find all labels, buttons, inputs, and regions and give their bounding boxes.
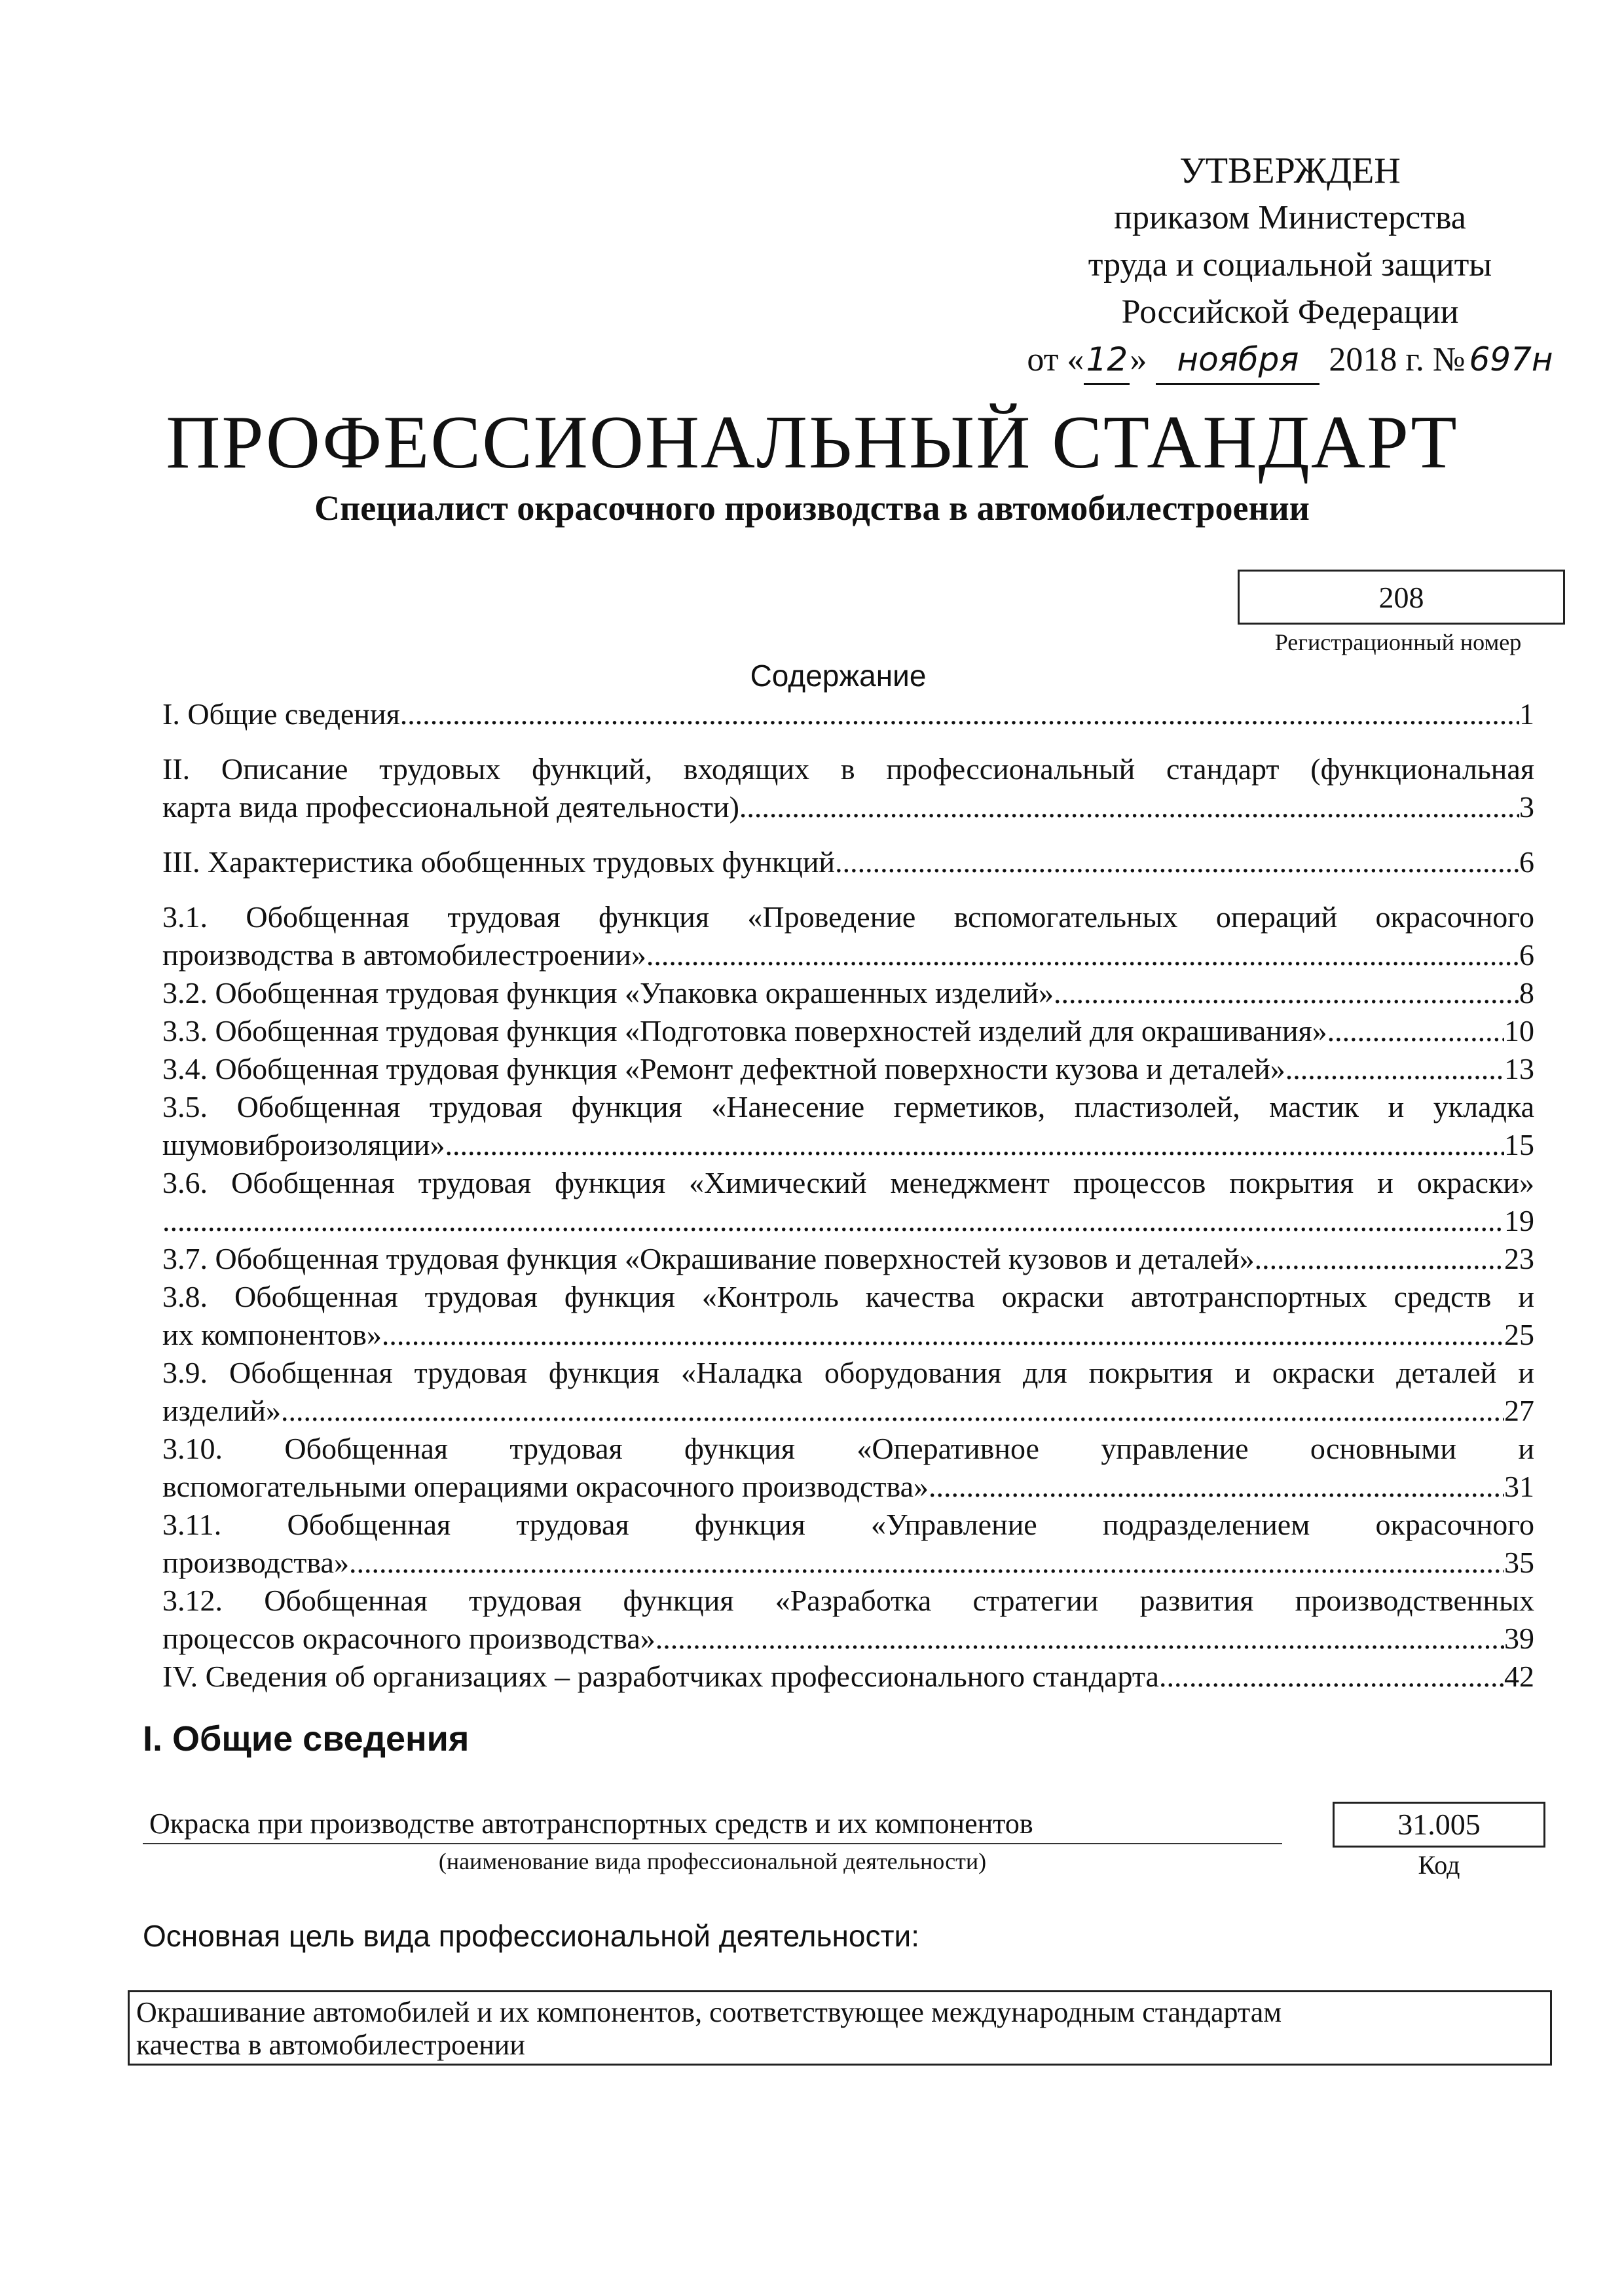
toc-leader bbox=[646, 936, 1519, 974]
goal-text-line-2: качества в автомобилестроении bbox=[136, 2029, 525, 2061]
toc-entry-3-4[interactable] bbox=[162, 1050, 1534, 1088]
toc-page: 3 bbox=[1519, 790, 1534, 824]
table-of-contents bbox=[162, 695, 1534, 1696]
toc-leader bbox=[281, 1392, 1504, 1430]
toc-entry-text: 3.7. Обобщенная трудовая функция «Окрашивание поверхностей кузовов и деталей» bbox=[162, 1242, 1255, 1275]
toc-page: 13 bbox=[1504, 1052, 1534, 1085]
toc-leader bbox=[382, 1316, 1504, 1354]
toc-entry-text: IV. Сведения об организациях – разработчиках профессионального стандарта bbox=[162, 1660, 1159, 1693]
toc-entry-3-1[interactable] bbox=[162, 898, 1534, 974]
toc-entry-first-line: 3.12. Обобщенная трудовая функция «Разработка стратегии развития производственных bbox=[162, 1584, 1534, 1617]
toc-leader bbox=[655, 1620, 1504, 1658]
registration-number-box: 208 bbox=[1238, 570, 1565, 625]
toc-page: 27 bbox=[1504, 1394, 1534, 1427]
goal-text-line-1: Окрашивание автомобилей и их компонентов, соответствующее международным стандартам bbox=[136, 1996, 1282, 2028]
toc-page: 31 bbox=[1504, 1470, 1534, 1503]
toc-entry-3-10[interactable] bbox=[162, 1430, 1534, 1506]
toc-entry-text: вспомогательными операциями окрасочного производства» bbox=[162, 1470, 929, 1503]
toc-leader bbox=[1255, 1240, 1504, 1278]
activity-code-box: 31.005 bbox=[1333, 1802, 1545, 1848]
toc-page: 25 bbox=[1504, 1318, 1534, 1351]
toc-entry-text: III. Характеристика обобщенных трудовых функций bbox=[162, 845, 836, 879]
registration-number-label: Регистрационный номер bbox=[1274, 629, 1522, 655]
document-title: ПРОФЕССИОНАЛЬНЫЙ СТАНДАРТ bbox=[166, 401, 1458, 484]
toc-entry-3-8[interactable] bbox=[162, 1278, 1534, 1354]
date-prefix: от « bbox=[1027, 341, 1084, 378]
toc-entry-1[interactable] bbox=[162, 695, 1534, 733]
toc-entry-3-2[interactable] bbox=[162, 974, 1534, 1012]
activity-name-field: Окраска при производстве автотранспортных средств и их компонентов bbox=[143, 1807, 1282, 1844]
toc-leader bbox=[1285, 1050, 1504, 1088]
toc-entry-first-line: 3.1. Обобщенная трудовая функция «Проведение вспомогательных операций окрасочного bbox=[162, 900, 1534, 934]
toc-leader bbox=[835, 843, 1519, 881]
approval-line-federation: Российской Федерации bbox=[1121, 293, 1459, 331]
document-subtitle: Специалист окрасочного производства в автомобилестроении bbox=[314, 488, 1310, 528]
toc-entry-3-11[interactable] bbox=[162, 1506, 1534, 1582]
toc-leader bbox=[162, 1202, 1504, 1240]
toc-leader bbox=[1159, 1658, 1504, 1696]
toc-entry-3-12[interactable] bbox=[162, 1582, 1534, 1658]
toc-entry-3[interactable] bbox=[162, 843, 1534, 881]
toc-entry-2[interactable] bbox=[162, 750, 1534, 826]
toc-entry-3-5[interactable] bbox=[162, 1088, 1534, 1164]
toc-entry-text: процессов окрасочного производства» bbox=[162, 1622, 655, 1655]
toc-entry-text: I. Общие сведения bbox=[162, 697, 400, 731]
handwritten-month: ноября bbox=[1156, 336, 1320, 385]
toc-page: 42 bbox=[1504, 1660, 1534, 1693]
toc-page: 8 bbox=[1519, 976, 1534, 1010]
toc-entry-text: производства в автомобилестроении» bbox=[162, 938, 646, 972]
toc-entry-text: 3.4. Обобщенная трудовая функция «Ремонт дефектной поверхности кузова и деталей» bbox=[162, 1052, 1285, 1085]
toc-title: Содержание bbox=[750, 659, 927, 693]
toc-leader bbox=[400, 695, 1519, 733]
toc-entry-3-3[interactable] bbox=[162, 1012, 1534, 1050]
handwritten-order-number: 697н bbox=[1469, 340, 1553, 378]
toc-entry-first-line: 3.10. Обобщенная трудовая функция «Оперативное управление основными и bbox=[162, 1432, 1534, 1465]
toc-page: 6 bbox=[1519, 938, 1534, 972]
toc-entry-text: их компонентов» bbox=[162, 1318, 382, 1351]
toc-leader bbox=[739, 788, 1519, 826]
approval-block bbox=[1022, 147, 1559, 385]
toc-page: 1 bbox=[1519, 697, 1534, 731]
toc-entry-4[interactable] bbox=[162, 1658, 1534, 1696]
date-mid: » bbox=[1130, 341, 1147, 378]
toc-entry-text: шумовиброизоляции» bbox=[162, 1128, 445, 1161]
toc-entry-3-9[interactable] bbox=[162, 1354, 1534, 1430]
toc-page: 15 bbox=[1504, 1128, 1534, 1161]
toc-entry-first-line: 3.9. Обобщенная трудовая функция «Наладка оборудования для покрытия и окраски деталей и bbox=[162, 1356, 1534, 1389]
toc-entry-text: 3.3. Обобщенная трудовая функция «Подготовка поверхностей изделий для окрашивания» bbox=[162, 1014, 1327, 1048]
toc-page: 23 bbox=[1504, 1242, 1534, 1275]
toc-entry-text: карта вида профессиональной деятельности) bbox=[162, 790, 739, 824]
toc-page: 10 bbox=[1504, 1014, 1534, 1048]
date-year: 2018 г. № bbox=[1329, 341, 1466, 378]
approval-date-line bbox=[1022, 336, 1559, 385]
section-1-heading: I. Общие сведения bbox=[143, 1719, 470, 1758]
activity-name-caption: (наименование вида профессиональной деятельности) bbox=[438, 1848, 987, 1874]
toc-entry-first-line: II. Описание трудовых функций, входящих в профессиональный стандарт (функциональная bbox=[162, 752, 1534, 786]
toc-entry-first-line: 3.5. Обобщенная трудовая функция «Нанесение герметиков, пластизолей, мастик и укладка bbox=[162, 1090, 1534, 1123]
approval-line-ministry: труда и социальной защиты bbox=[1088, 246, 1492, 283]
toc-page: 19 bbox=[1504, 1204, 1534, 1237]
toc-page: 35 bbox=[1504, 1546, 1534, 1579]
toc-leader bbox=[929, 1468, 1504, 1506]
toc-entry-3-7[interactable] bbox=[162, 1240, 1534, 1278]
toc-entry-text: изделий» bbox=[162, 1394, 281, 1427]
activity-code-label: Код bbox=[1418, 1850, 1460, 1880]
toc-leader bbox=[1327, 1012, 1504, 1050]
toc-leader bbox=[349, 1544, 1504, 1582]
goal-label: Основная цель вида профессиональной деятельности: bbox=[143, 1919, 920, 1953]
toc-leader bbox=[445, 1126, 1504, 1164]
goal-box bbox=[128, 1990, 1552, 2066]
toc-entry-3-6[interactable] bbox=[162, 1164, 1534, 1240]
approval-line-order: приказом Министерства bbox=[1114, 199, 1466, 236]
toc-entry-text: производства» bbox=[162, 1546, 349, 1579]
toc-entry-first-line: 3.6. Обобщенная трудовая функция «Химический менеджмент процессов покрытия и окраски» bbox=[162, 1166, 1534, 1199]
toc-page: 6 bbox=[1519, 845, 1534, 879]
handwritten-day: 12 bbox=[1084, 336, 1130, 385]
approval-heading: УТВЕРЖДЕН bbox=[1179, 151, 1401, 191]
toc-entry-first-line: 3.11. Обобщенная трудовая функция «Управление подразделением окрасочного bbox=[162, 1508, 1534, 1541]
toc-page: 39 bbox=[1504, 1622, 1534, 1655]
toc-entry-text: 3.2. Обобщенная трудовая функция «Упаковка окрашенных изделий» bbox=[162, 976, 1054, 1010]
toc-entry-first-line: 3.8. Обобщенная трудовая функция «Контроль качества окраски автотранспортных средств и bbox=[162, 1280, 1534, 1313]
toc-leader bbox=[1054, 974, 1519, 1012]
